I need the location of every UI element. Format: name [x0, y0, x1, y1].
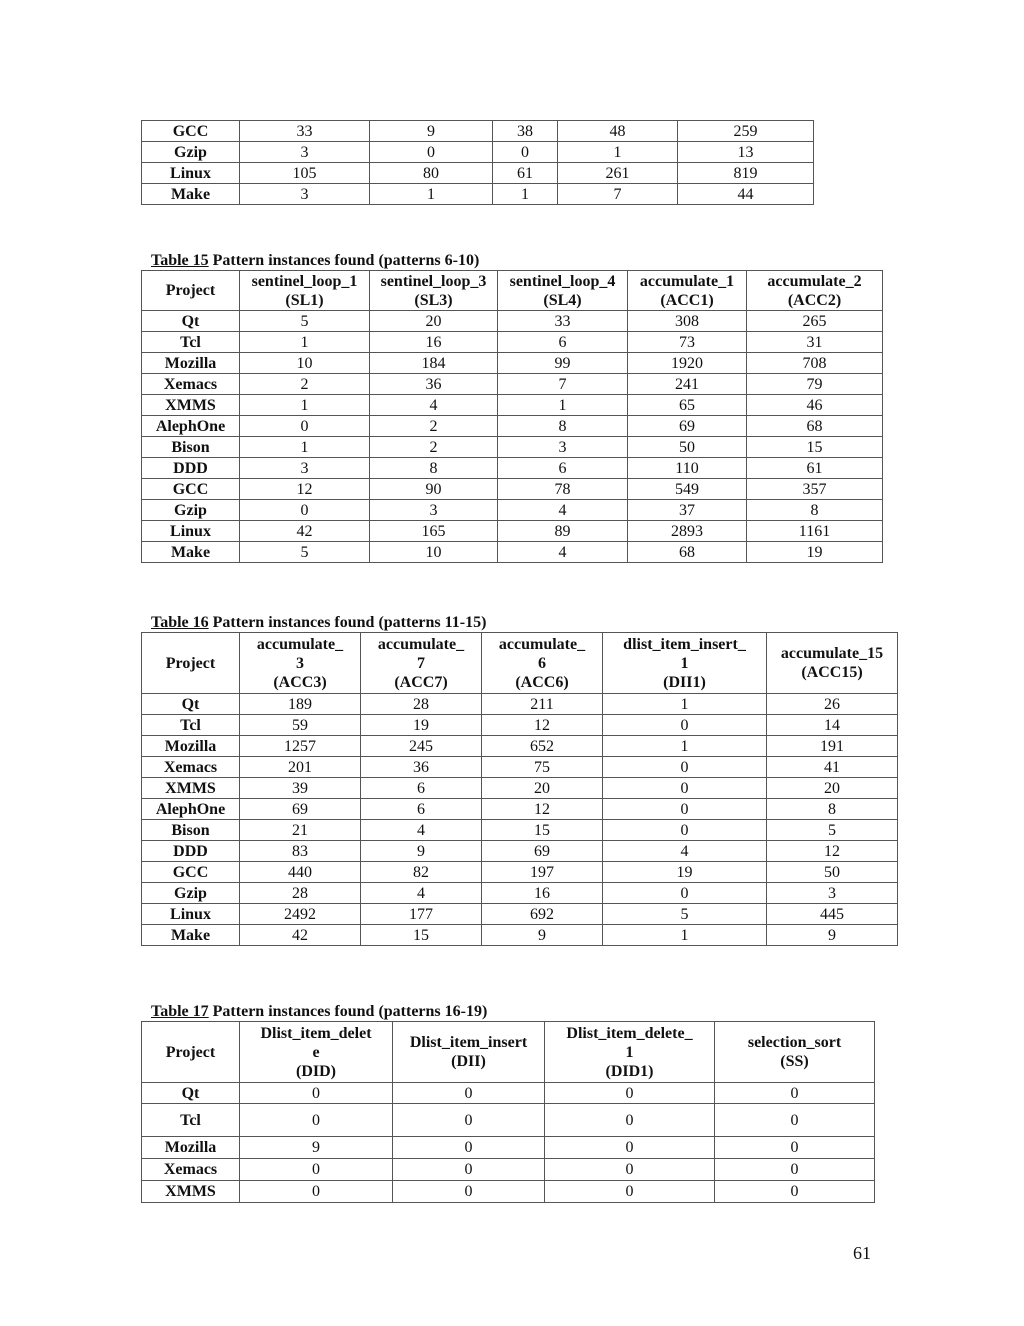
- table-16-header: [142, 633, 898, 694]
- value-cell: 3: [767, 883, 898, 904]
- column-header: Dlist_item_delete_ 1 (DID1): [545, 1022, 715, 1083]
- table-15-caption-text: Pattern instances found (patterns 6-10): [208, 252, 480, 269]
- value-cell: 1: [240, 437, 370, 458]
- column-header: dlist_item_insert_ 1 (DII1): [603, 633, 767, 694]
- value-cell: 259: [678, 121, 814, 142]
- value-cell: 41: [767, 757, 898, 778]
- value-cell: 61: [493, 163, 558, 184]
- value-cell: 33: [498, 311, 628, 332]
- table-row: [142, 1137, 875, 1159]
- value-cell: 1: [603, 736, 767, 757]
- project-name-cell: XMMS: [142, 778, 240, 799]
- value-cell: 48: [558, 121, 678, 142]
- table-row: [142, 142, 814, 163]
- value-cell: 4: [370, 395, 498, 416]
- table-16: [141, 632, 898, 946]
- value-cell: 83: [240, 841, 361, 862]
- value-cell: 0: [715, 1104, 875, 1137]
- value-cell: 59: [240, 715, 361, 736]
- project-name-cell: AlephOne: [142, 799, 240, 820]
- column-header: Dlist_item_delet e (DID): [240, 1022, 393, 1083]
- table-15-header: [142, 271, 883, 311]
- column-header: accumulate_15 (ACC15): [767, 633, 898, 694]
- value-cell: 0: [715, 1181, 875, 1203]
- table-row: [142, 862, 898, 883]
- value-cell: 39: [240, 778, 361, 799]
- value-cell: 2: [240, 374, 370, 395]
- value-cell: 0: [603, 883, 767, 904]
- project-name-cell: Linux: [142, 163, 240, 184]
- project-name-cell: Xemacs: [142, 374, 240, 395]
- value-cell: 3: [240, 142, 370, 163]
- value-cell: 2893: [628, 521, 747, 542]
- value-cell: 0: [240, 1159, 393, 1181]
- project-name-cell: Linux: [142, 521, 240, 542]
- value-cell: 12: [767, 841, 898, 862]
- value-cell: 105: [240, 163, 370, 184]
- value-cell: 31: [747, 332, 883, 353]
- project-name-cell: Tcl: [142, 1104, 240, 1137]
- value-cell: 79: [747, 374, 883, 395]
- value-cell: 15: [747, 437, 883, 458]
- project-name-cell: Gzip: [142, 500, 240, 521]
- value-cell: 1161: [747, 521, 883, 542]
- project-name-cell: Qt: [142, 311, 240, 332]
- value-cell: 3: [498, 437, 628, 458]
- value-cell: 3: [240, 184, 370, 205]
- column-header: accumulate_ 6 (ACC6): [482, 633, 603, 694]
- value-cell: 0: [603, 757, 767, 778]
- value-cell: 0: [240, 1181, 393, 1203]
- page-number: 61: [853, 1243, 871, 1263]
- table-16-caption: [151, 613, 486, 632]
- project-name-cell: Bison: [142, 820, 240, 841]
- column-header: accumulate_ 3 (ACC3): [240, 633, 361, 694]
- table-17-body: [142, 1083, 875, 1203]
- value-cell: 0: [603, 799, 767, 820]
- value-cell: 1920: [628, 353, 747, 374]
- table-15-label: Table 15: [151, 252, 209, 269]
- value-cell: 0: [393, 1137, 545, 1159]
- value-cell: 1: [558, 142, 678, 163]
- table-row: [142, 841, 898, 862]
- value-cell: 0: [240, 416, 370, 437]
- table-17-label: Table 17: [151, 1003, 209, 1020]
- project-name-cell: Gzip: [142, 883, 240, 904]
- value-cell: 201: [240, 757, 361, 778]
- value-cell: 1: [603, 694, 767, 715]
- table-row: [142, 904, 898, 925]
- value-cell: 68: [628, 542, 747, 563]
- value-cell: 0: [715, 1083, 875, 1104]
- value-cell: 5: [767, 820, 898, 841]
- table-15: [141, 270, 883, 563]
- project-name-cell: DDD: [142, 841, 240, 862]
- value-cell: 9: [767, 925, 898, 946]
- value-cell: 69: [240, 799, 361, 820]
- table-row: [142, 437, 883, 458]
- project-name-cell: Bison: [142, 437, 240, 458]
- table-row: [142, 778, 898, 799]
- value-cell: 75: [482, 757, 603, 778]
- value-cell: 6: [498, 332, 628, 353]
- table-row: [142, 395, 883, 416]
- value-cell: 8: [767, 799, 898, 820]
- value-cell: 7: [558, 184, 678, 205]
- project-name-cell: Qt: [142, 694, 240, 715]
- table-row: [142, 163, 814, 184]
- value-cell: 8: [747, 500, 883, 521]
- table-17: [141, 1021, 875, 1203]
- project-name-cell: Qt: [142, 1083, 240, 1104]
- value-cell: 1257: [240, 736, 361, 757]
- value-cell: 12: [482, 799, 603, 820]
- header-row: [142, 271, 883, 311]
- table-row: [142, 479, 883, 500]
- value-cell: 3: [370, 500, 498, 521]
- value-cell: 652: [482, 736, 603, 757]
- column-header: Dlist_item_insert (DII): [393, 1022, 545, 1083]
- project-name-cell: Linux: [142, 904, 240, 925]
- value-cell: 8: [370, 458, 498, 479]
- value-cell: 2: [370, 416, 498, 437]
- value-cell: 211: [482, 694, 603, 715]
- value-cell: 12: [240, 479, 370, 500]
- value-cell: 0: [545, 1159, 715, 1181]
- value-cell: 12: [482, 715, 603, 736]
- table-row: [142, 799, 898, 820]
- column-header: Project: [142, 271, 240, 311]
- column-header: accumulate_ 7 (ACC7): [361, 633, 482, 694]
- value-cell: 0: [393, 1181, 545, 1203]
- project-name-cell: Make: [142, 925, 240, 946]
- table-row: [142, 458, 883, 479]
- table-row: [142, 353, 883, 374]
- value-cell: 0: [493, 142, 558, 163]
- value-cell: 9: [370, 121, 493, 142]
- project-name-cell: GCC: [142, 862, 240, 883]
- value-cell: 8: [498, 416, 628, 437]
- value-cell: 0: [240, 1104, 393, 1137]
- value-cell: 0: [370, 142, 493, 163]
- value-cell: 21: [240, 820, 361, 841]
- project-name-cell: XMMS: [142, 395, 240, 416]
- value-cell: 13: [678, 142, 814, 163]
- value-cell: 1: [493, 184, 558, 205]
- table-row: [142, 1159, 875, 1181]
- table-16-caption-text: Pattern instances found (patterns 11-15): [208, 614, 487, 631]
- value-cell: 0: [393, 1083, 545, 1104]
- value-cell: 68: [747, 416, 883, 437]
- value-cell: 191: [767, 736, 898, 757]
- value-cell: 261: [558, 163, 678, 184]
- value-cell: 46: [747, 395, 883, 416]
- value-cell: 1: [498, 395, 628, 416]
- value-cell: 73: [628, 332, 747, 353]
- table-15-body: [142, 311, 883, 563]
- value-cell: 1: [240, 395, 370, 416]
- header-row: [142, 633, 898, 694]
- value-cell: 357: [747, 479, 883, 500]
- project-name-cell: DDD: [142, 458, 240, 479]
- column-header: accumulate_1 (ACC1): [628, 271, 747, 311]
- value-cell: 549: [628, 479, 747, 500]
- value-cell: 36: [370, 374, 498, 395]
- value-cell: 44: [678, 184, 814, 205]
- project-name-cell: GCC: [142, 479, 240, 500]
- value-cell: 10: [240, 353, 370, 374]
- column-header: Project: [142, 1022, 240, 1083]
- table-row: [142, 416, 883, 437]
- value-cell: 0: [240, 1083, 393, 1104]
- value-cell: 20: [482, 778, 603, 799]
- value-cell: 265: [747, 311, 883, 332]
- column-header: accumulate_2 (ACC2): [747, 271, 883, 311]
- value-cell: 819: [678, 163, 814, 184]
- table-15-caption: [151, 251, 479, 270]
- value-cell: 80: [370, 163, 493, 184]
- value-cell: 445: [767, 904, 898, 925]
- value-cell: 440: [240, 862, 361, 883]
- value-cell: 0: [545, 1104, 715, 1137]
- value-cell: 5: [603, 904, 767, 925]
- value-cell: 5: [240, 311, 370, 332]
- value-cell: 4: [361, 820, 482, 841]
- value-cell: 0: [240, 500, 370, 521]
- value-cell: 42: [240, 925, 361, 946]
- project-name-cell: Make: [142, 542, 240, 563]
- value-cell: 4: [361, 883, 482, 904]
- value-cell: 165: [370, 521, 498, 542]
- value-cell: 4: [498, 500, 628, 521]
- value-cell: 38: [493, 121, 558, 142]
- column-header: sentinel_loop_3 (SL3): [370, 271, 498, 311]
- header-row: [142, 1022, 875, 1083]
- value-cell: 177: [361, 904, 482, 925]
- value-cell: 78: [498, 479, 628, 500]
- column-header: selection_sort (SS): [715, 1022, 875, 1083]
- table-row: [142, 542, 883, 563]
- project-name-cell: Xemacs: [142, 1159, 240, 1181]
- value-cell: 14: [767, 715, 898, 736]
- value-cell: 61: [747, 458, 883, 479]
- value-cell: 308: [628, 311, 747, 332]
- value-cell: 50: [767, 862, 898, 883]
- value-cell: 10: [370, 542, 498, 563]
- value-cell: 20: [767, 778, 898, 799]
- value-cell: 3: [240, 458, 370, 479]
- value-cell: 708: [747, 353, 883, 374]
- project-name-cell: Mozilla: [142, 353, 240, 374]
- table-row: [142, 715, 898, 736]
- value-cell: 0: [603, 778, 767, 799]
- value-cell: 0: [393, 1104, 545, 1137]
- value-cell: 0: [545, 1137, 715, 1159]
- table-16-label: Table 16: [151, 614, 209, 631]
- value-cell: 33: [240, 121, 370, 142]
- table-row: [142, 820, 898, 841]
- value-cell: 692: [482, 904, 603, 925]
- value-cell: 19: [747, 542, 883, 563]
- value-cell: 69: [482, 841, 603, 862]
- value-cell: 0: [545, 1181, 715, 1203]
- value-cell: 37: [628, 500, 747, 521]
- project-name-cell: AlephOne: [142, 416, 240, 437]
- table-row: [142, 1083, 875, 1104]
- value-cell: 26: [767, 694, 898, 715]
- table-14-body: [142, 121, 814, 205]
- value-cell: 15: [361, 925, 482, 946]
- value-cell: 36: [361, 757, 482, 778]
- table-row: [142, 311, 883, 332]
- value-cell: 20: [370, 311, 498, 332]
- project-name-cell: GCC: [142, 121, 240, 142]
- value-cell: 6: [498, 458, 628, 479]
- value-cell: 89: [498, 521, 628, 542]
- value-cell: 0: [715, 1159, 875, 1181]
- table-17-header: [142, 1022, 875, 1083]
- value-cell: 6: [361, 799, 482, 820]
- value-cell: 19: [361, 715, 482, 736]
- value-cell: 9: [240, 1137, 393, 1159]
- table-row: [142, 757, 898, 778]
- project-name-cell: Tcl: [142, 332, 240, 353]
- table-row: [142, 925, 898, 946]
- value-cell: 16: [482, 883, 603, 904]
- value-cell: 0: [715, 1137, 875, 1159]
- value-cell: 19: [603, 862, 767, 883]
- value-cell: 7: [498, 374, 628, 395]
- value-cell: 4: [603, 841, 767, 862]
- value-cell: 2492: [240, 904, 361, 925]
- value-cell: 197: [482, 862, 603, 883]
- value-cell: 245: [361, 736, 482, 757]
- table-row: [142, 1181, 875, 1203]
- table-row: [142, 736, 898, 757]
- table-row: [142, 121, 814, 142]
- value-cell: 6: [361, 778, 482, 799]
- table-row: [142, 184, 814, 205]
- value-cell: 82: [361, 862, 482, 883]
- value-cell: 110: [628, 458, 747, 479]
- value-cell: 50: [628, 437, 747, 458]
- value-cell: 28: [361, 694, 482, 715]
- table-row: [142, 332, 883, 353]
- project-name-cell: Tcl: [142, 715, 240, 736]
- project-name-cell: Make: [142, 184, 240, 205]
- value-cell: 99: [498, 353, 628, 374]
- value-cell: 9: [361, 841, 482, 862]
- project-name-cell: Xemacs: [142, 757, 240, 778]
- project-name-cell: Mozilla: [142, 736, 240, 757]
- column-header: Project: [142, 633, 240, 694]
- value-cell: 9: [482, 925, 603, 946]
- value-cell: 0: [603, 820, 767, 841]
- table-row: [142, 694, 898, 715]
- value-cell: 184: [370, 353, 498, 374]
- value-cell: 69: [628, 416, 747, 437]
- table-row: [142, 883, 898, 904]
- project-name-cell: Mozilla: [142, 1137, 240, 1159]
- project-name-cell: Gzip: [142, 142, 240, 163]
- project-name-cell: XMMS: [142, 1181, 240, 1203]
- value-cell: 0: [545, 1083, 715, 1104]
- value-cell: 42: [240, 521, 370, 542]
- value-cell: 241: [628, 374, 747, 395]
- value-cell: 1: [370, 184, 493, 205]
- table-17-caption: [151, 1002, 487, 1021]
- table-row: [142, 500, 883, 521]
- table-row: [142, 374, 883, 395]
- value-cell: 1: [240, 332, 370, 353]
- value-cell: 15: [482, 820, 603, 841]
- table-16-body: [142, 694, 898, 946]
- table-14-continued: [141, 120, 814, 205]
- table-row: [142, 521, 883, 542]
- value-cell: 90: [370, 479, 498, 500]
- column-header: sentinel_loop_1 (SL1): [240, 271, 370, 311]
- value-cell: 4: [498, 542, 628, 563]
- value-cell: 189: [240, 694, 361, 715]
- table-17-caption-text: Pattern instances found (patterns 16-19): [208, 1003, 488, 1020]
- value-cell: 28: [240, 883, 361, 904]
- value-cell: 0: [393, 1159, 545, 1181]
- value-cell: 1: [603, 925, 767, 946]
- value-cell: 2: [370, 437, 498, 458]
- value-cell: 65: [628, 395, 747, 416]
- column-header: sentinel_loop_4 (SL4): [498, 271, 628, 311]
- value-cell: 5: [240, 542, 370, 563]
- table-row: [142, 1104, 875, 1137]
- value-cell: 0: [603, 715, 767, 736]
- value-cell: 16: [370, 332, 498, 353]
